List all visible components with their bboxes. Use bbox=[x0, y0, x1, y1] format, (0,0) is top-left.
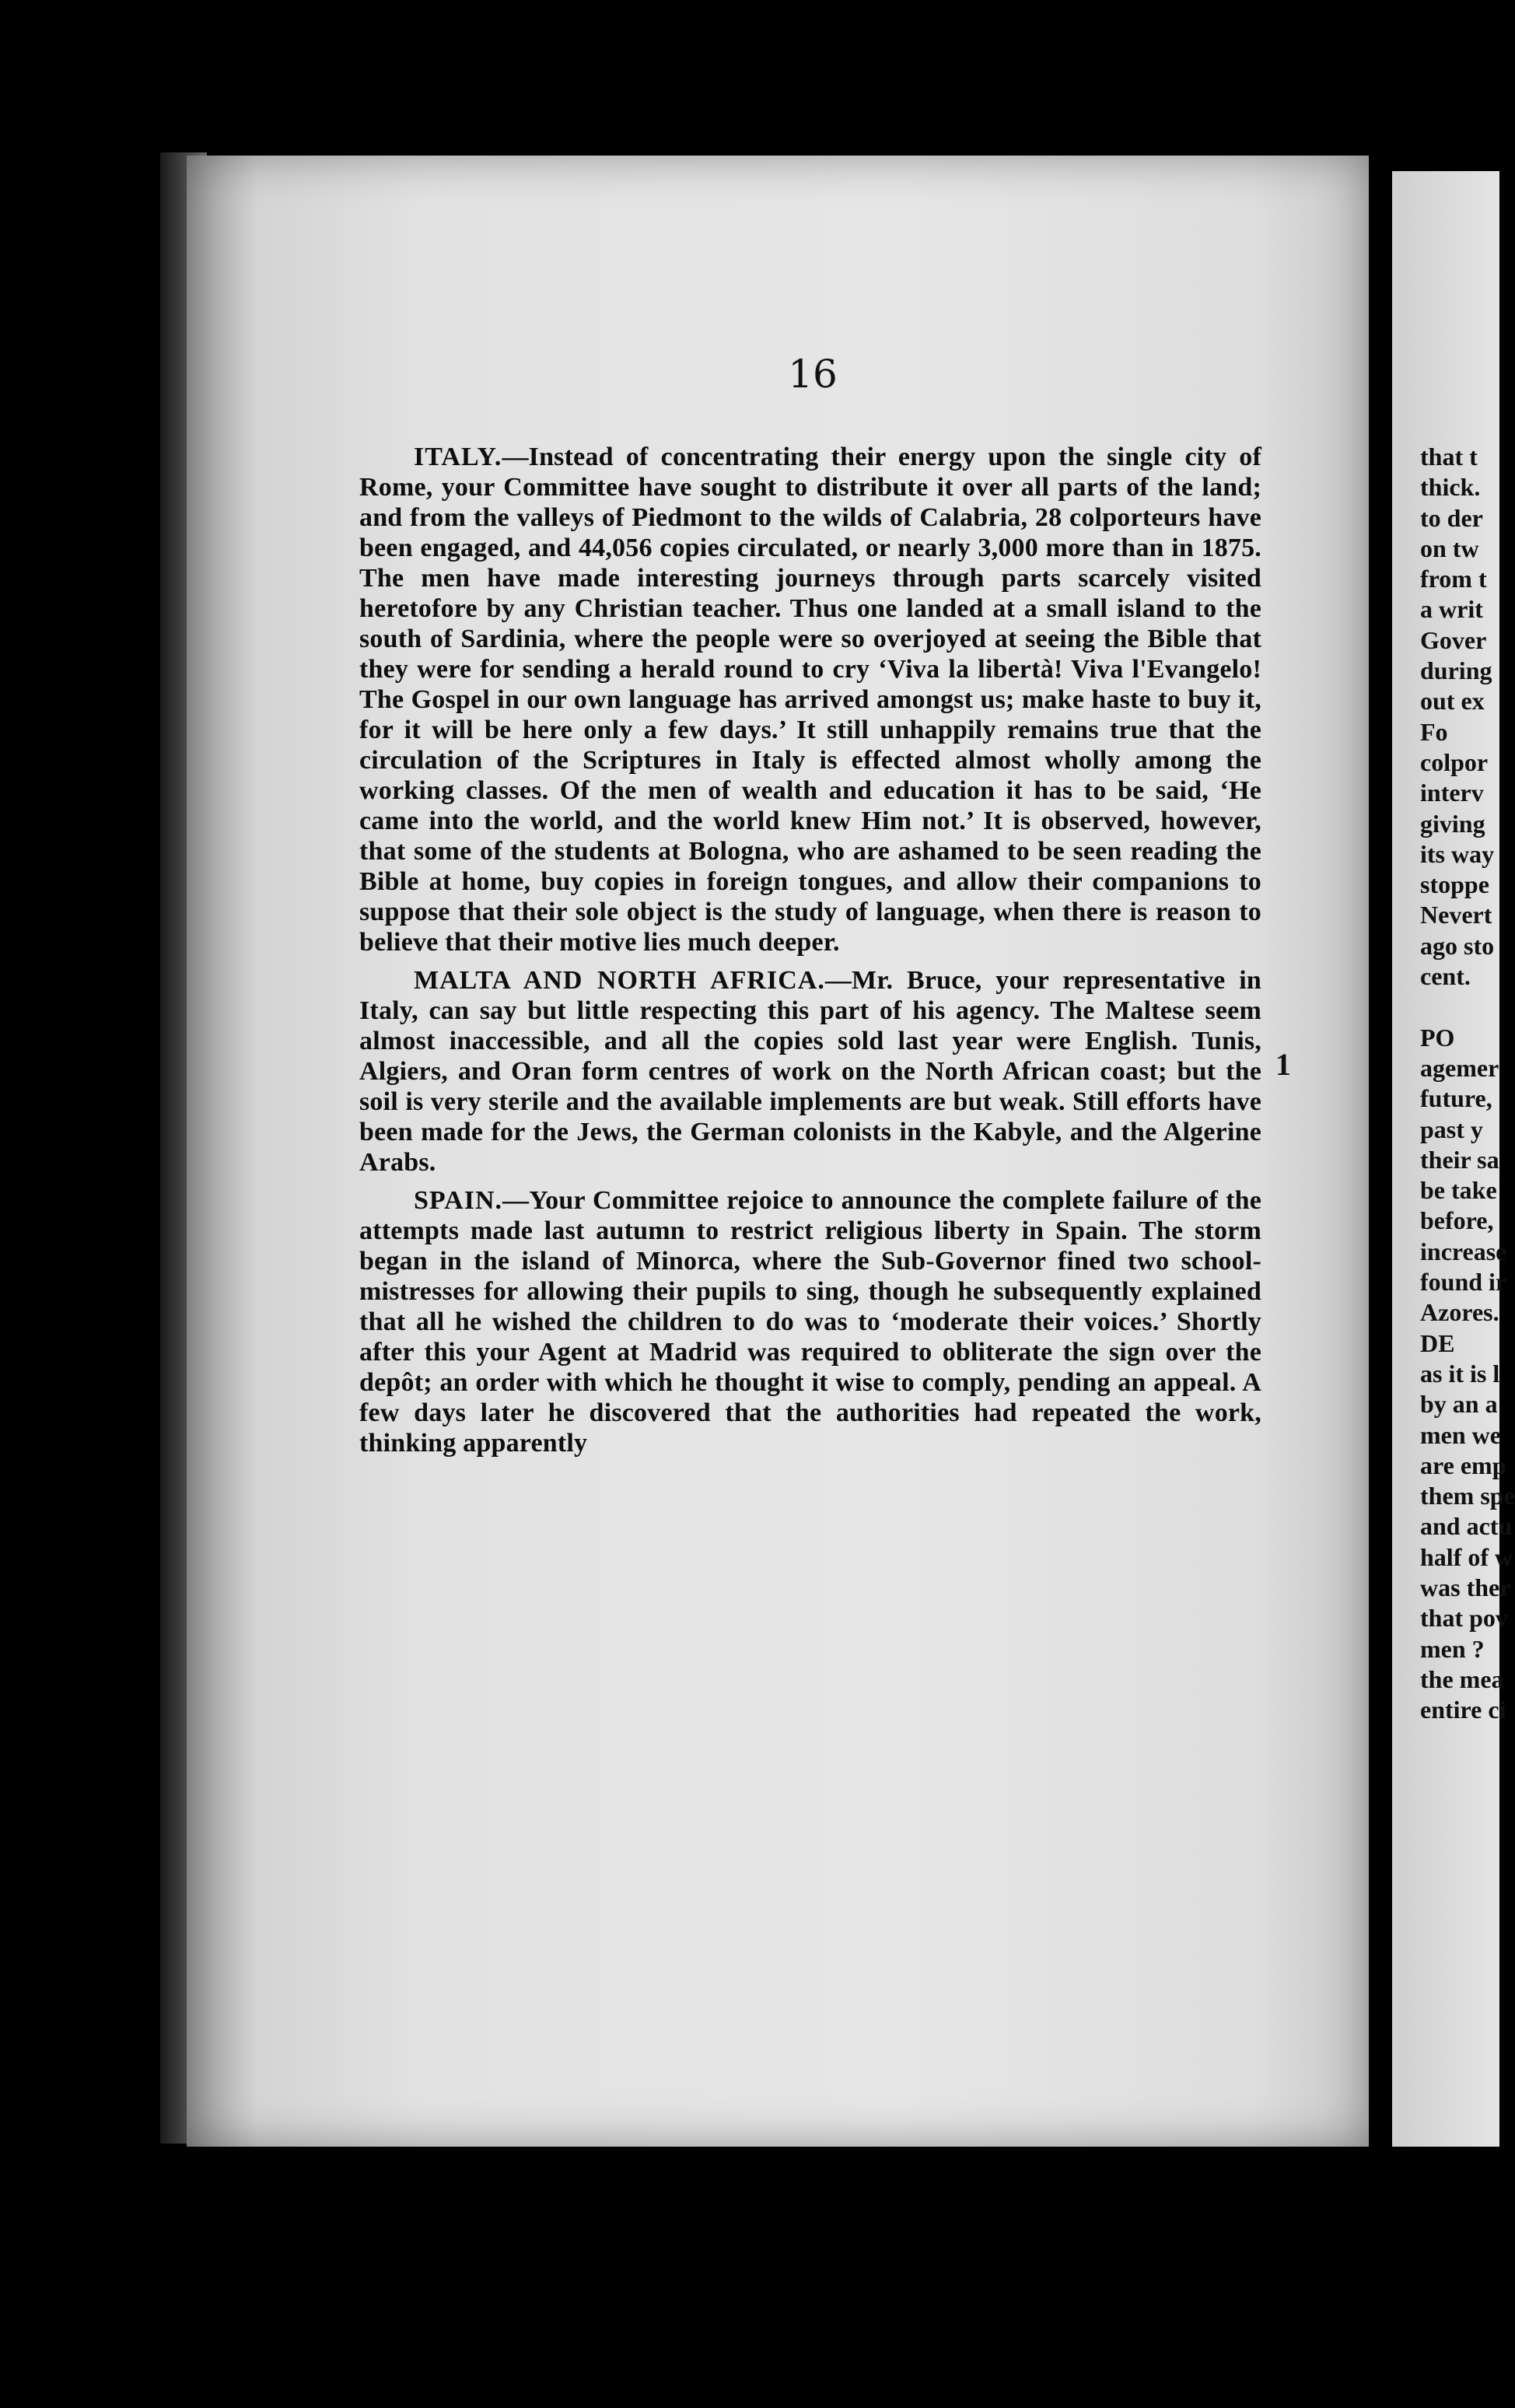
right-page-line: that t bbox=[1420, 443, 1478, 471]
right-page-line: from t bbox=[1420, 565, 1487, 593]
right-page-line: half of w bbox=[1420, 1542, 1513, 1571]
right-page-line: Fo bbox=[1420, 717, 1448, 746]
paragraph-italy bbox=[359, 442, 1261, 957]
right-page-line: PO bbox=[1420, 1023, 1455, 1052]
right-page-line: future, bbox=[1420, 1084, 1492, 1113]
right-page-line: them spe bbox=[1420, 1482, 1515, 1510]
right-page-line: men we bbox=[1420, 1420, 1501, 1449]
margin-mark: 1 bbox=[1275, 1047, 1291, 1082]
right-page-line: are emp bbox=[1420, 1451, 1506, 1479]
right-page-line: colpor bbox=[1420, 747, 1489, 776]
paragraph-malta bbox=[359, 965, 1261, 1178]
right-page-line: was ther bbox=[1420, 1573, 1511, 1601]
right-page-line: by an a bbox=[1420, 1390, 1498, 1419]
paragraph-text-spain: —Your Committee rejoice to announce the complete failure of the attempts made last autumn to restrict religious liberty in Spain. The storm began in the island of Minorca, where the Sub-Governor fined two school-mistresses for allowing their pupils to sing, though he subsequently explained that all he wished the children to do was to ‘moderate their voices.’ Shortly after this your Agent at Madrid was required to obliterate the sign over the depôt; an order with which he thought it wise to comply, pending an appeal. A few days later he discovered that the authorities had repeated the work, thinking apparently bbox=[359, 1186, 1261, 1458]
right-page-line: cent. bbox=[1420, 962, 1471, 991]
right-page-line: Nevert bbox=[1420, 901, 1492, 929]
section-heading-spain: SPAIN. bbox=[414, 1186, 502, 1215]
page-number: 16 bbox=[788, 352, 838, 397]
right-page-line: its way bbox=[1420, 839, 1495, 868]
right-page-line: on tw bbox=[1420, 534, 1479, 562]
right-page-line: entire ci bbox=[1420, 1696, 1506, 1724]
paragraph-text-malta: —Mr. Bruce, your representative in Italy, can say but little respecting this part of his agency. The Maltese seem almost inaccessible, and all the copies sold last year were English. Tunis, Algiers, and Oran form centres of work on the North African coast; but the soil is very sterile and the available implements are but weak. Still efforts have been made for the Jews, the German colonists in the Kabyle, and the Algerine Arabs. bbox=[359, 966, 1261, 1177]
right-page-line: to der bbox=[1420, 503, 1483, 532]
right-page-line: Gover bbox=[1420, 625, 1487, 654]
right-page-line: increase bbox=[1420, 1237, 1507, 1265]
section-heading-malta: MALTA AND NORTH AFRICA. bbox=[414, 966, 825, 995]
right-page-line bbox=[1420, 992, 1499, 1022]
right-page-line: men ? bbox=[1420, 1634, 1485, 1663]
right-page-line: stoppe bbox=[1420, 870, 1489, 899]
right-page-line: be take bbox=[1420, 1176, 1497, 1205]
paragraph-spain bbox=[359, 1185, 1261, 1458]
right-page-line: Azores. bbox=[1420, 1298, 1499, 1327]
right-page-line: during bbox=[1420, 656, 1492, 685]
right-page-line: ago sto bbox=[1420, 931, 1495, 960]
right-page-line: and actu bbox=[1420, 1512, 1513, 1541]
right-page-line: thick. bbox=[1420, 473, 1481, 502]
section-heading-italy: ITALY. bbox=[414, 443, 502, 471]
right-page-line: out ex bbox=[1420, 687, 1485, 716]
right-page-line: as it is l bbox=[1420, 1359, 1500, 1388]
right-page-line: agemer bbox=[1420, 1053, 1499, 1082]
body-text bbox=[359, 442, 1261, 1466]
right-page-line: a writ bbox=[1420, 595, 1483, 624]
right-page-text bbox=[1420, 442, 1515, 1725]
right-page-line: DE bbox=[1420, 1328, 1455, 1357]
right-page-line: interv bbox=[1420, 779, 1484, 807]
right-page-line: past y bbox=[1420, 1115, 1483, 1143]
right-page-line: found ir bbox=[1420, 1268, 1507, 1297]
right-page-line: before, bbox=[1420, 1206, 1494, 1235]
right-page-line: giving bbox=[1420, 809, 1485, 838]
right-page-line: the mea bbox=[1420, 1664, 1504, 1693]
paragraph-text-italy: —Instead of concentrating their energy upon the single city of Rome, your Committee have sought to distribute it over all parts of the land; and from the valleys of Piedmont to the wilds of Calabria, 28 colporteurs have been engaged, and 44,056 copies circulated, or nearly 3,000 more than in 1875. The men have made interesting journeys through parts scarcely visited heretofore by any Christian teacher. Thus one landed at a small island to the south of Sardinia, where the people were so overjoyed at seeing the Bible that they were for sending a herald round to cry ‘Viva la libertà! Viva l'Evangelo! The Gospel in our own language has arrived amongst us; make haste to buy it, for it will be here only a few days.’ It still unhappily remains true that the circulation of the Scriptures in Italy is effected almost wholly among the working classes. Of the men of wealth and education it has to be said, ‘He came into the world, and the world knew Him not.’ It is observed, however, that some of the students at Bologna, who are ashamed to be seen reading the Bible at home, buy copies in foreign tongues, and allow their companions to suppose that their sole object is the study of language, when there is reason to believe that their motive lies much deeper. bbox=[359, 443, 1261, 957]
right-page-line: their sa bbox=[1420, 1145, 1499, 1174]
right-page-line: that pov bbox=[1420, 1604, 1508, 1633]
